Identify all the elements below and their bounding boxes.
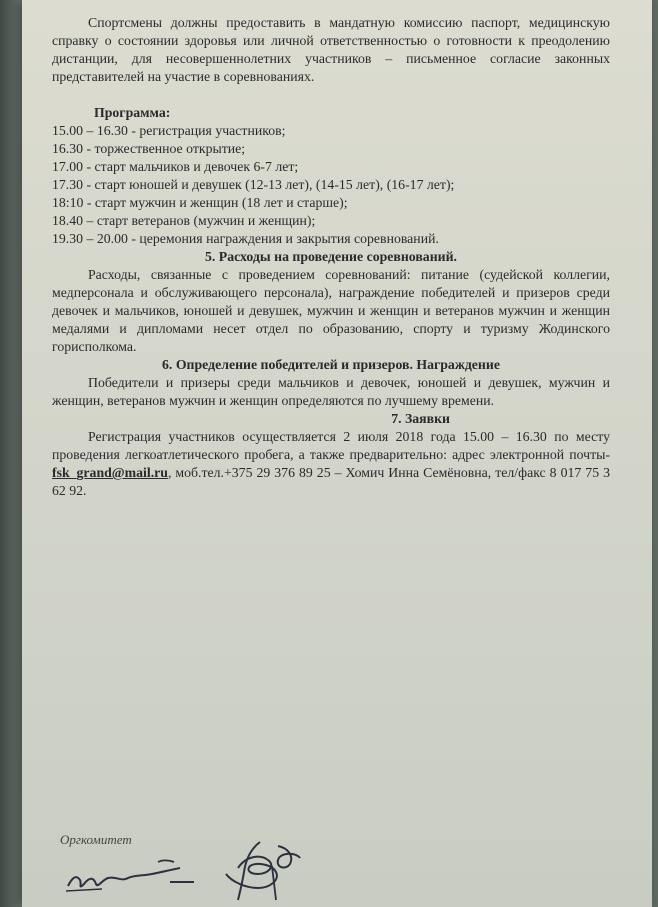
- program-item: 18:10 - старт мужчин и женщин (18 лет и старше);: [52, 195, 348, 210]
- program-item: 19.30 – 20.00 - церемония награждения и закрытия соревнований.: [52, 231, 439, 246]
- section-5-text: Расходы, связанные с проведением соревнований: питание (судейской коллегии, медперсонала и обслуживающего персонала), награждение победителей и призеров среди девочек и мальчиков, юношей и девушек, мужчин и женщин и ветеранов мужчин и женщин медалями и дипломами несет отдел по образованию, спорту и туризму Жодинского горисполкома.: [52, 267, 610, 354]
- section-7-heading: 7. Заявки: [391, 411, 450, 426]
- program-item: 17.30 - старт юношей и девушек (12-13 лет), (14-15 лет), (16-17 лет);: [52, 177, 455, 192]
- program-heading: Программа:: [94, 105, 171, 120]
- section-7-text-end: , моб.тел.+375 29 376 89 25 – Хомич Инна Семёновна, тел/факс 8 017 75 3 62 92.: [52, 465, 610, 498]
- document-body: [52, 14, 610, 500]
- section-5-heading: 5. Расходы на проведение соревнований.: [204, 249, 457, 264]
- section-7-text: [52, 428, 610, 500]
- program-item: 17.00 - старт мальчиков и девочек 6-7 лет;: [52, 159, 299, 174]
- signature-left: [62, 858, 202, 898]
- intro-paragraph: Спортсмены должны предоставить в мандатную комиссию паспорт, медицинскую справку о состоянии здоровья или личной ответственностью о готовности к преодолению дистанции, для несовершеннолетних участников – письменное согласие законных представителей на участие в соревнованиях.: [52, 15, 610, 84]
- signature-label: Оргкомитет: [60, 832, 132, 847]
- section-6-text: Победители и призеры среди мальчиков и девочек, юношей и девушек, мужчин и женщин, ветеранов мужчин и женщин определяются по лучшему времени.: [52, 375, 610, 408]
- signature-right: [216, 838, 306, 904]
- section-7-text-start: Регистрация участников осуществляется 2 июля 2018 года 15.00 – 16.30 по месту проведения легкоатлетического пробега, а также предварительно: адрес электронной почты-: [52, 429, 610, 462]
- program-item: 16.30 - торжественное открытие;: [52, 141, 246, 156]
- program-item: 18.40 – старт ветеранов (мужчин и женщин);: [52, 213, 316, 228]
- scan-background-edge: [0, 0, 22, 907]
- program-item: 15.00 – 16.30 - регистрация участников;: [52, 123, 286, 138]
- program-list: [52, 122, 610, 248]
- section-6-heading: 6. Определение победителей и призеров. Награждение: [162, 357, 500, 372]
- email-link[interactable]: fsk_grand@mail.ru: [52, 465, 168, 480]
